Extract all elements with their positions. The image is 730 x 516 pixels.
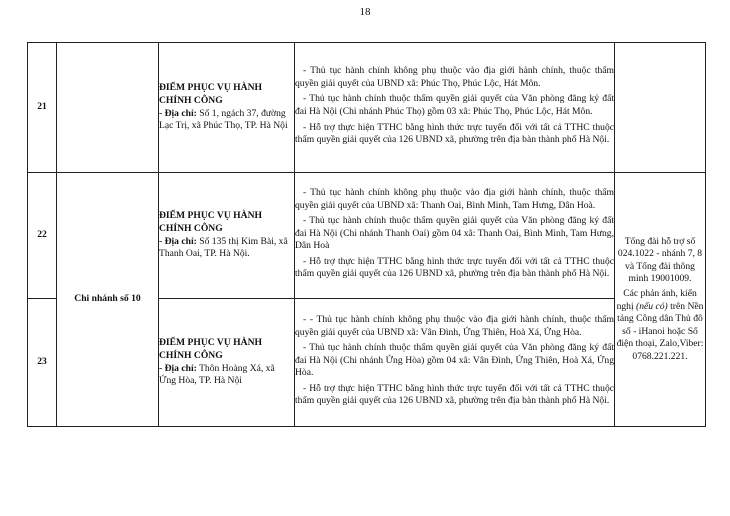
address-text: Số 135 thị Kim Bài, xã Thanh Oai, TP. Hà Nội. — [159, 235, 288, 260]
office-address — [159, 108, 294, 133]
procedure-item: - Thủ tục hành chính thuộc thẩm quyền giải quyết của Văn phòng đăng ký đất đai Hà Nội (Chi nhánh Thanh Oai) gồm 04 xã: Thanh Oai, Bình Minh, Tam Hưng, Dân Hoà — [295, 215, 614, 252]
address-text: Số 1, ngách 37, đường Lạc Trị, xã Phúc Thọ, TP. Hà Nội — [159, 107, 288, 132]
office-address — [159, 363, 294, 388]
office-name: ĐIỂM PHỤC VỤ HÀNH CHÍNH CÔNG — [159, 82, 262, 106]
procedures-cell — [295, 173, 615, 299]
row-number: 21 — [28, 43, 57, 173]
table-row — [28, 43, 706, 173]
procedure-item: - Thủ tục hành chính không phụ thuộc vào địa giới hành chính, thuộc thẩm quyền giải quyết của UBND xã: Phúc Thọ, Phúc Lộc, Hát Môn. — [295, 65, 614, 89]
office-cell — [159, 173, 295, 299]
office-name: ĐIỂM PHỤC VỤ HÀNH CHÍNH CÔNG — [159, 337, 262, 361]
procedure-item: - Hỗ trợ thực hiện TTHC bằng hình thức trực tuyến đối với tất cả TTHC thuộc thẩm quyền giải quyết của 126 UBND xã, phường trên địa bàn thành phố Hà Nội. — [295, 255, 614, 280]
procedure-item: - Thủ tục hành chính thuộc thẩm quyền giải quyết của Văn phòng đăng ký đất đai Hà Nội (Chi nhánh Ứng Hòa) gồm 04 xã: Vân Đình, Ứng Thiên, Hoà Xá, Ứng Hòa. — [295, 342, 614, 379]
empty-support-cell — [615, 43, 706, 173]
feedback-text — [615, 288, 705, 364]
office-cell — [159, 43, 295, 173]
row-number: 22 — [28, 173, 57, 299]
procedures-cell — [295, 299, 615, 427]
address-label: - Địa chỉ: — [159, 235, 197, 247]
office-cell — [159, 299, 295, 427]
procedure-item: - Hỗ trợ thực hiện TTHC bằng hình thức trực tuyến đối với tất cả TTHC thuộc thẩm quyền giải quyết của 126 UBND xã, phường trên địa bàn thành phố Hà Nội. — [295, 121, 614, 146]
procedure-item: - Thủ tục hành chính không phụ thuộc vào địa giới hành chính, thuộc thẩm quyền giải quyết của UBND xã: Thanh Oai, Bình Minh, Tam Hưng, Dân Hoà. — [295, 186, 614, 211]
address-text: Thôn Hoàng Xá, xã Ứng Hòa, TP. Hà Nội — [159, 362, 275, 387]
office-name: ĐIỂM PHỤC VỤ HÀNH CHÍNH CÔNG — [159, 210, 262, 234]
address-label: - Địa chỉ: — [159, 362, 197, 374]
procedures-cell — [295, 43, 615, 173]
service-points-table — [27, 42, 706, 427]
support-info-cell — [615, 173, 706, 427]
feedback-text-optional: (nếu có) — [636, 300, 668, 312]
feedback-text-start: Các phản ánh, kiến nghị — [616, 287, 697, 312]
office-address — [159, 236, 294, 261]
table-row — [28, 173, 706, 299]
address-label: - Địa chỉ: — [159, 107, 197, 119]
hotline-text: Tổng đài hỗ trợ số 024.1022 - nhánh 7, 8 và Tổng đài thông minh 19001009. — [617, 235, 703, 285]
procedure-item: - - Thủ tục hành chính không phụ thuộc vào địa giới hành chính, thuộc thẩm quyền giải quyết của UBND xã: Vân Đình, Ứng Thiên, Hoà Xá, Ứng Hòa. — [295, 313, 614, 338]
procedure-item: - Thủ tục hành chính thuộc thẩm quyền giải quyết của Văn phòng đăng ký đất đai Hà Nội (Chi nhánh Phúc Thọ) gồm 03 xã: Phúc Thọ, Phúc Lộc, Hát Môn. — [295, 93, 614, 117]
branch-name: Chi nhánh số 10 — [57, 173, 159, 427]
page-number: 18 — [359, 6, 371, 18]
row-number: 23 — [28, 299, 57, 427]
procedure-item: - Hỗ trợ thực hiện TTHC bằng hình thức trực tuyến đối với tất cả TTHC thuộc thẩm quyền giải quyết của 126 UBND xã, phường trên địa bàn thành phố Hà Nội. — [295, 382, 614, 407]
feedback-text-end: trên Nền tảng Công dân Thủ đô số - iHanoi hoặc Số điện thoại, Zalo,Viber: 0768.221.221. — [616, 300, 704, 362]
empty-branch-cell — [57, 43, 159, 173]
